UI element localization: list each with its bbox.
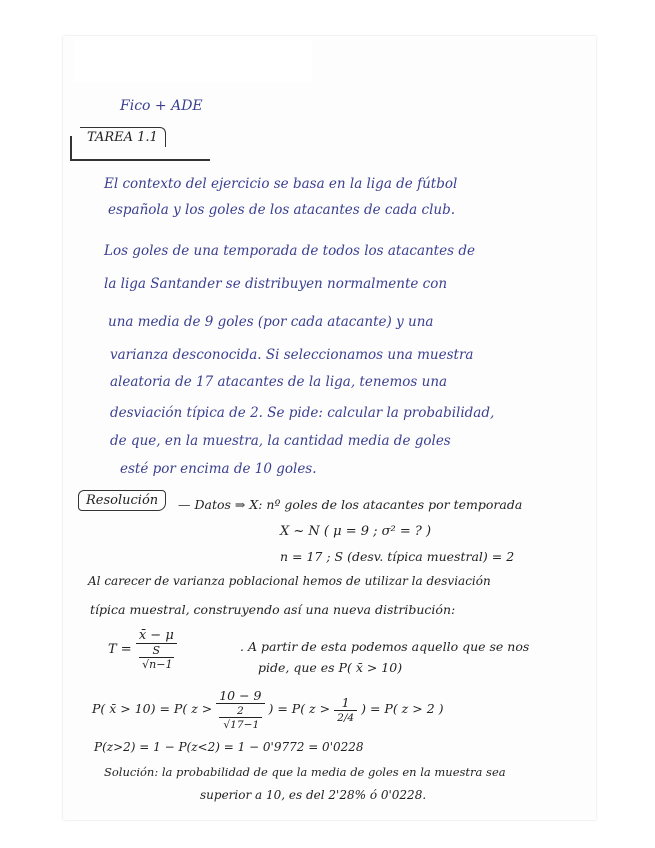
task-title-box <box>80 127 166 147</box>
explanation-line: Al carecer de varianza poblacional hemos de utilizar la desviación <box>88 574 491 588</box>
prob-fraction-1 <box>216 688 264 731</box>
statement-line: desviación típica de 2. Se pide: calcular la probabilidad, <box>110 405 495 421</box>
statement-line: esté por encima de 10 goles. <box>120 461 317 477</box>
prob-frac1-den-root: √17−1 <box>223 718 260 731</box>
t-formula-den-root: √n−1 <box>142 658 173 671</box>
datos-line: — Datos ⇒ X: nº goles de los atacantes por temporada <box>178 497 523 512</box>
task-box-bottom-stroke <box>70 159 210 161</box>
prob-frac1-den-top: 2 <box>219 704 261 718</box>
statement-line: aleatoria de 17 atacantes de la liga, tenemos una <box>110 374 448 390</box>
prob-frac1-den <box>216 704 264 731</box>
t-formula <box>108 628 177 671</box>
t-formula-den-s: S <box>139 644 174 658</box>
statement-line: Los goles de una temporada de todos los atacantes de <box>104 243 475 259</box>
t-formula-fraction <box>136 628 177 671</box>
task-box-left-stroke <box>70 136 72 160</box>
statement-line: una media de 9 goles (por cada atacante) y una <box>108 314 434 330</box>
resolution-box <box>78 490 166 511</box>
statement-line: de que, en la muestra, la cantidad media de goles <box>110 433 451 449</box>
statement-line: la liga Santander se distribuyen normalmente con <box>104 276 448 292</box>
solution-line: Solución: la probabilidad de que la media de goles en la muestra sea <box>104 765 506 779</box>
prob-frac1-num: 10 − 9 <box>216 688 264 704</box>
course-label: Fico + ADE <box>120 98 203 114</box>
statement-line: El contexto del ejercicio se basa en la liga de fútbol <box>104 176 458 192</box>
probability-line <box>92 688 444 731</box>
solution-line: superior a 10, es del 2'28% ó 0'0228. <box>200 788 427 802</box>
prob-mid: ) = P( z > <box>268 701 331 716</box>
statement-line: española y los goles de los atacantes de cada club. <box>108 202 456 218</box>
t-formula-numerator: x̄ − μ <box>136 628 177 644</box>
prob-frac2-den: 2/4 <box>337 711 355 724</box>
redacted-name-area <box>74 40 312 82</box>
formula-note-line: pide, que es P( x̄ > 10) <box>258 660 403 675</box>
distribution-line: X ~ N ( μ = 9 ; σ² = ? ) <box>280 524 432 539</box>
prob-right: ) = P( z > 2 ) <box>361 701 444 716</box>
complement-line: P(z>2) = 1 − P(z<2) = 1 − 0'9772 = 0'0228 <box>94 740 364 754</box>
prob-left: P( x̄ > 10) = P( z > <box>92 701 213 716</box>
formula-note-line: . A partir de esta podemos aquello que se nos <box>240 639 530 654</box>
prob-frac2-num: 1 <box>334 695 357 711</box>
prob-fraction-2 <box>334 695 357 724</box>
statement-line: varianza desconocida. Si seleccionamos una muestra <box>110 347 474 363</box>
task-title: TAREA 1.1 <box>87 130 158 145</box>
sample-line: n = 17 ; S (desv. típica muestral) = 2 <box>280 549 515 564</box>
resolution-label: Resolución <box>86 493 159 508</box>
explanation-line: típica muestral, construyendo así una nueva distribución: <box>90 602 456 617</box>
t-formula-lhs: T = <box>108 642 132 657</box>
t-formula-denominator <box>136 644 177 671</box>
